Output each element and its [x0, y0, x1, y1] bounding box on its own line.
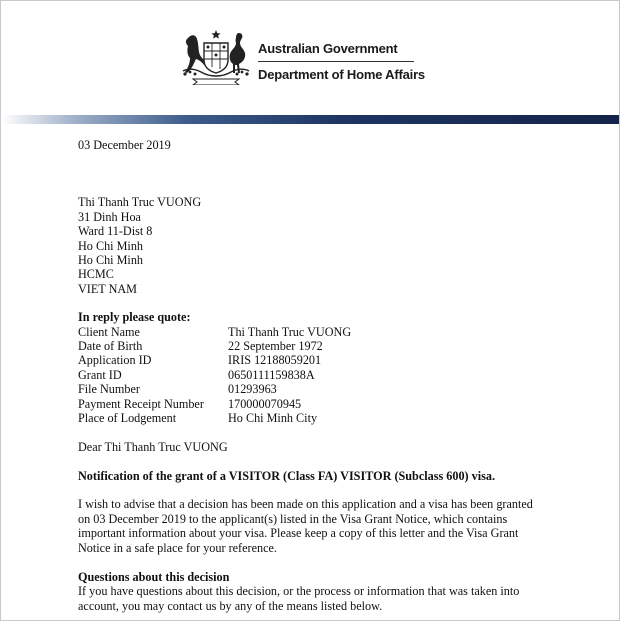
paragraph-line: account, you may contact us by any of the means listed below.: [78, 598, 383, 613]
paragraph-line: If you have questions about this decision, or the process or information that was taken into: [78, 584, 520, 599]
questions-heading: Questions about this decision: [78, 569, 230, 584]
field-value: 0650111159838A: [228, 367, 315, 382]
paragraph-line: important information about your visa. Please keep a copy of this letter and the Visa Grant: [78, 526, 519, 541]
address-line: HCMC: [78, 267, 114, 282]
field-value: 170000070945: [228, 396, 302, 411]
reply-field-row: [78, 368, 578, 382]
field-value: 01293963: [228, 382, 277, 397]
letter-body: [78, 138, 578, 613]
field-label: Payment Receipt Number: [78, 396, 204, 411]
field-label: Application ID: [78, 353, 152, 368]
department-name: Department of Home Affairs: [258, 67, 425, 82]
salutation: Dear Thi Thanh Truc VUONG: [78, 439, 228, 454]
address-line: Thi Thanh Truc VUONG: [78, 195, 202, 210]
address-line: VIET NAM: [78, 281, 138, 296]
field-value: Thi Thanh Truc VUONG: [228, 324, 352, 339]
paragraph-line: I wish to advise that a decision has been made on this application and a visa has been granted: [78, 497, 533, 512]
field-label: Grant ID: [78, 367, 122, 382]
decision-paragraph: [78, 497, 578, 555]
field-value: IRIS 12188059201: [228, 353, 322, 368]
reply-heading: In reply please quote:: [78, 310, 191, 325]
coat-of-arms-icon: [179, 27, 253, 85]
field-label: Place of Lodgement: [78, 411, 177, 426]
address-line: Ho Chi Minh: [78, 253, 144, 268]
address-line: 31 Dinh Hoa: [78, 209, 141, 224]
field-label: Client Name: [78, 324, 140, 339]
reply-field-row: [78, 339, 578, 353]
header-banner: [1, 115, 619, 124]
field-label: Date of Birth: [78, 339, 143, 354]
field-label: File Number: [78, 382, 140, 397]
letter-date: 03 December 2019: [78, 138, 171, 152]
questions-paragraph: [78, 584, 578, 613]
address-line: Ward 11-Dist 8: [78, 224, 153, 239]
reply-field-row: [78, 411, 578, 425]
paragraph-line: Notice in a safe place for your reference.: [78, 540, 277, 555]
address-line: Ho Chi Minh: [78, 238, 144, 253]
field-value: 22 September 1972: [228, 339, 323, 354]
government-name: Australian Government: [258, 41, 398, 56]
notification-title: Notification of the grant of a VISITOR (Class FA) VISITOR (Subclass 600) visa.: [78, 468, 496, 483]
paragraph-line: on 03 December 2019 to the applicant(s) listed in the Visa Grant Notice, which contains: [78, 511, 508, 526]
reply-field-row: [78, 325, 578, 339]
header-rule: [258, 61, 414, 62]
recipient-address: [78, 195, 578, 296]
reply-field-row: [78, 397, 578, 411]
field-value: Ho Chi Minh City: [228, 411, 318, 426]
reply-field-row: [78, 382, 578, 396]
reply-field-row: [78, 353, 578, 367]
government-block: [258, 41, 425, 83]
reply-fields: [78, 325, 578, 426]
